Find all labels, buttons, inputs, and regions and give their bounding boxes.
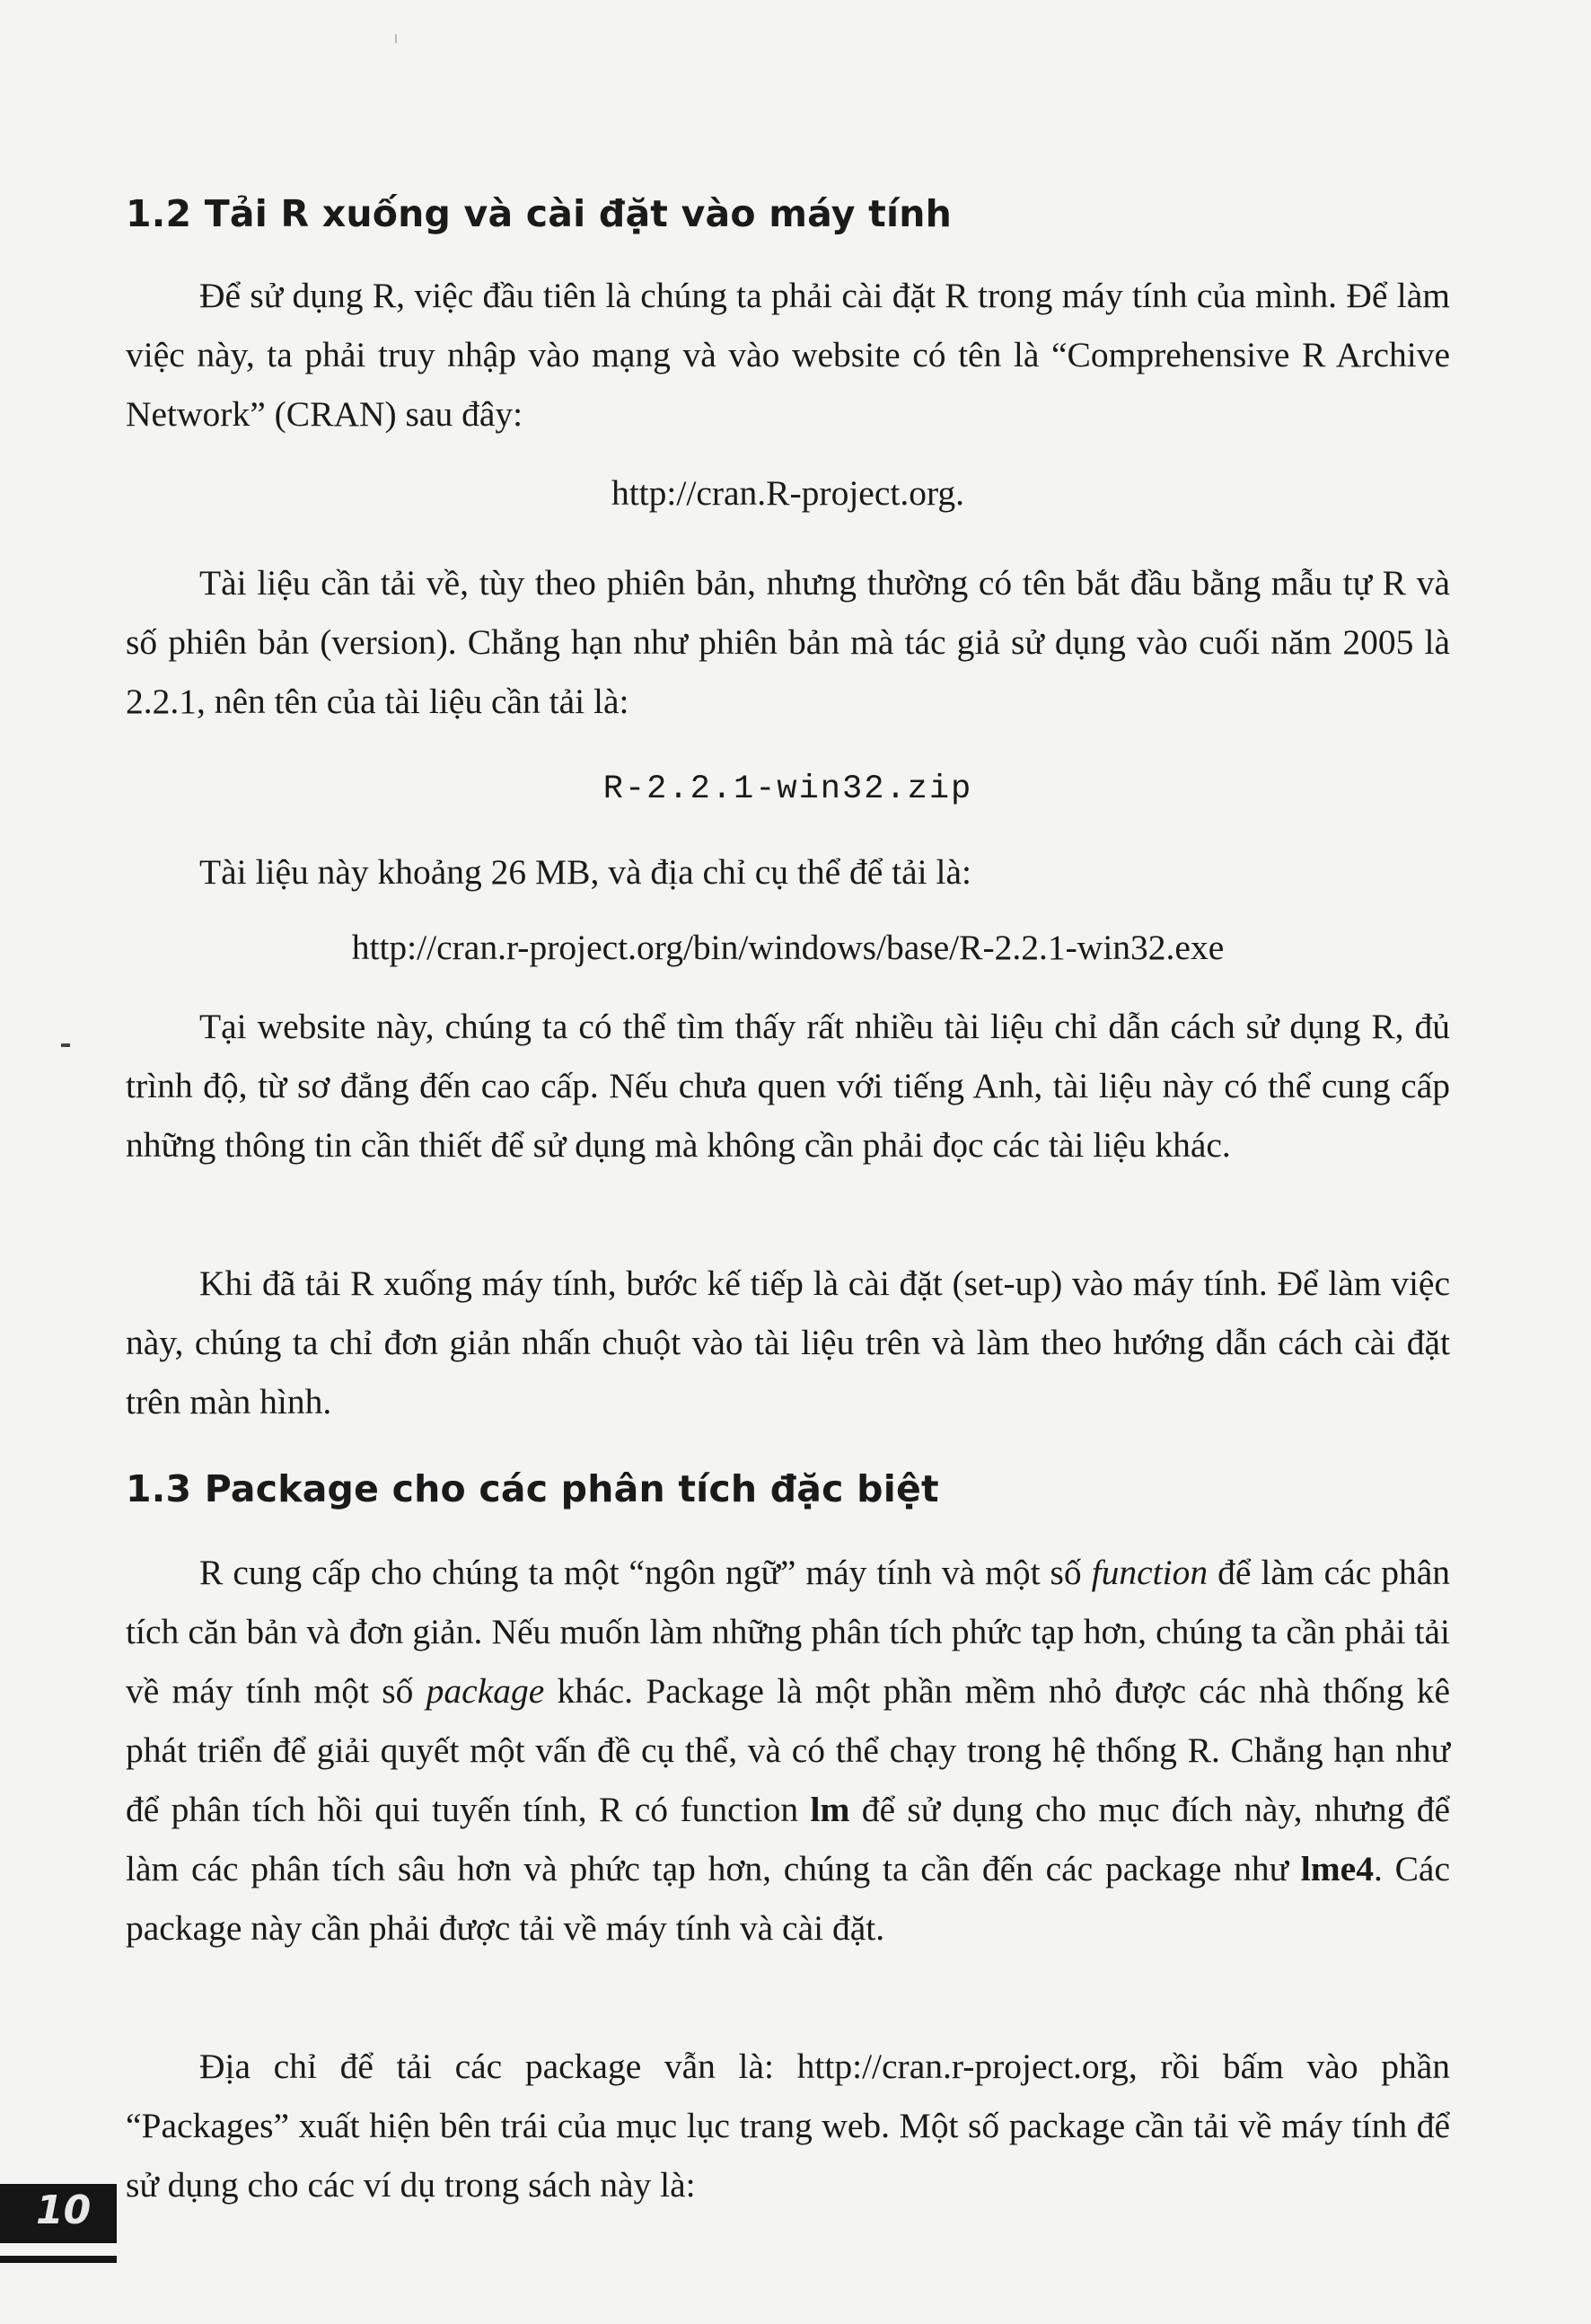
paragraph-website-docs: Tại website này, chúng ta có thể tìm thấy rất nhiều tài liệu chỉ dẫn cách sử dụng R, đủ trình độ, từ sơ đẳng đến cao cấp. Nếu chưa quen với tiếng Anh, tài liệu này có thể cung cấp những thông tin cần thiết để sử dụng mà không cần phải đọc các tài liệu khác. — [126, 1007, 1450, 1165]
paragraph-package-address: Địa chỉ để tải các package vẫn là: http://cran.r-project.org, rồi bấm vào phần “Packages” xuất hiện bên trái của mục lục trang web. Một số package cần tải về máy tính để sử dụng cho các ví dụ trong sách này là: — [126, 2047, 1450, 2205]
footer-rule — [0, 2256, 117, 2263]
cran-url: http://cran.R-project.org. — [611, 473, 965, 513]
file-name: R-2.2.1-win32.zip — [602, 770, 973, 808]
section-heading-1-2: 1.2 Tải R xuống và cài đặt vào máy tính — [126, 192, 952, 235]
paragraph-file-name: Tài liệu cần tải về, tùy theo phiên bản, nhưng thường có tên bắt đầu bằng mẫu tự R và số phiên bản (version). Chẳng hạn như phiên bản mà tác giả sử dụng vào cuối năm 2005 là 2.2.1, nên tên của tài liệu cần tải là: — [126, 563, 1450, 721]
term-function: function — [1091, 1553, 1209, 1592]
section-heading-1-3: 1.3 Package cho các phân tích đặc biệt — [126, 1467, 939, 1510]
term-package: package — [426, 1671, 545, 1711]
term-lm: lm — [810, 1790, 850, 1829]
paragraph-setup: Khi đã tải R xuống máy tính, bước kế tiếp là cài đặt (set-up) vào máy tính. Để làm việc này, chúng ta chỉ đơn giản nhấn chuột vào tài liệu trên và làm theo hướng dẫn cách cài đặt trên màn hình. — [126, 1263, 1450, 1422]
paragraph-file-size: Tài liệu này khoảng 26 MB, và địa chỉ cụ thể để tải là: — [199, 852, 971, 892]
paragraph-install-intro: Để sử dụng R, việc đầu tiên là chúng ta phải cài đặt R trong máy tính của mình. Để làm việc này, ta phải truy nhập vào mạng và vào website có tên là “Comprehensive R Archive Network” (CRAN) sau đây: — [126, 276, 1450, 434]
scan-speck — [395, 34, 397, 43]
page-number: 10 — [36, 2188, 92, 2233]
margin-mark — [61, 1043, 70, 1047]
paragraph-packages: R cung cấp cho chúng ta một “ngôn ngữ” máy tính và một số function để làm các phân tích căn bản và đơn giản. Nếu muốn làm những phân tích phức tạp hơn, chúng ta cần phải tải về máy tính một số package khác. Package là một phần mềm nhỏ được các nhà thống kê phát triển để giải quyết một vấn đề cụ thể, và có thể chạy trong hệ thống R. Chẳng hạn như để phân tích hồi qui tuyến tính, R có function lm để sử dụng cho mục đích này, nhưng để làm các phân tích sâu hơn và phức tạp hơn, chúng ta cần đến các package như lme4. Các package này cần phải được tải về máy tính và cài đặt. — [126, 1553, 1451, 1948]
download-url: http://cran.r-project.org/bin/windows/base/R-2.2.1-win32.exe — [351, 928, 1225, 967]
term-lme4: lme4 — [1300, 1849, 1374, 1888]
